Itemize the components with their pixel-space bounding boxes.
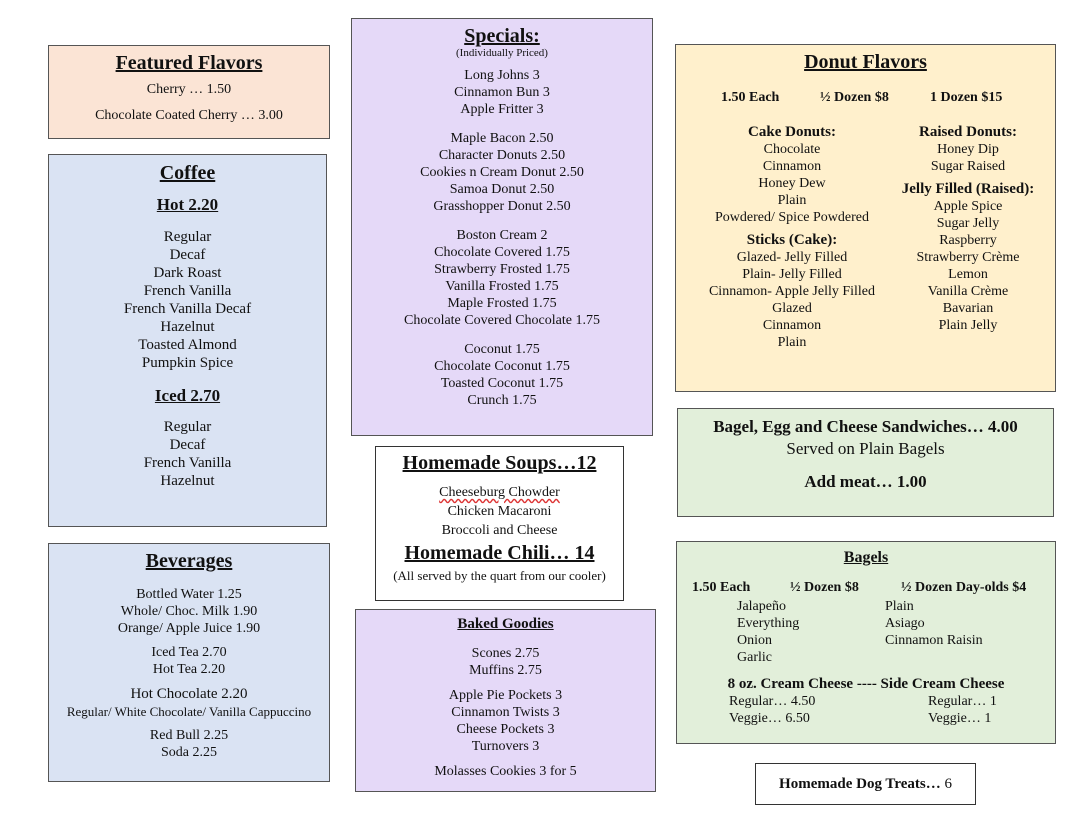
specials-panel <box>351 18 653 436</box>
list-item: Plain <box>885 599 914 614</box>
cream-cheese-left-list <box>729 693 815 727</box>
coffee-panel <box>48 154 327 527</box>
jelly-filled-title: Jelly Filled (Raised): <box>901 181 1035 197</box>
dog-treats-price: 6 <box>944 776 952 792</box>
soup-item-chowder: Cheeseburg Chowder <box>439 485 560 500</box>
list-item: Toasted Coconut 1.75 <box>440 376 564 391</box>
specials-group-1 <box>352 67 652 118</box>
cream-cheese-title: 8 oz. Cream Cheese ---- Side Cream Cheese <box>727 676 1005 692</box>
list-item: Veggie… 6.50 <box>729 711 810 726</box>
soups-note: (All served by the quart from our cooler) <box>393 568 606 583</box>
list-item: Regular <box>163 229 212 245</box>
list-item: Toasted Almond <box>138 337 237 353</box>
list-item: Cinnamon- Apple Jelly Filled <box>708 284 876 299</box>
list-item: Plain <box>777 335 807 350</box>
list-item: Orange/ Apple Juice 1.90 <box>117 621 261 636</box>
list-item: Bavarian <box>942 301 994 316</box>
list-item: Scones 2.75 <box>471 646 540 661</box>
list-item: Regular… 4.50 <box>729 694 816 709</box>
list-item: Pumpkin Spice <box>141 355 234 371</box>
bagels-title: Bagels <box>843 549 889 566</box>
list-item: Cinnamon <box>762 318 822 333</box>
list-item: Regular <box>163 419 212 435</box>
list-item: Chocolate Covered 1.75 <box>434 245 570 260</box>
sandwich-panel <box>677 408 1054 517</box>
list-item: Samoa Donut 2.50 <box>449 182 555 197</box>
list-item: Hot Tea 2.20 <box>152 662 226 677</box>
list-item: Plain <box>777 193 807 208</box>
list-item: Chocolate <box>763 142 821 157</box>
dog-treats-panel <box>755 763 976 805</box>
bagel-price-dayold: ½ Dozen Day-olds $4 <box>901 580 1027 595</box>
soups-title: Homemade Soups…12 <box>402 452 597 474</box>
sandwich-addon: Add meat… 1.00 <box>804 472 927 491</box>
specials-group-3 <box>352 227 652 329</box>
list-item: Maple Bacon 2.50 <box>450 131 554 146</box>
donut-flavors-title: Donut Flavors <box>804 51 927 73</box>
donut-price-half: ½ Dozen $8 <box>820 90 889 105</box>
donut-price-dozen: 1 Dozen $15 <box>930 90 1003 105</box>
list-item: Decaf <box>169 437 206 453</box>
list-item: Lemon <box>948 267 988 282</box>
list-item: Molasses Cookies 3 for 5 <box>434 764 577 779</box>
baked-group-1 <box>356 645 655 679</box>
list-item: Cinnamon Bun 3 <box>454 85 550 100</box>
list-item: Dark Roast <box>153 265 222 281</box>
cake-donuts-title: Cake Donuts: <box>748 124 836 140</box>
list-item: Muffins 2.75 <box>469 663 542 678</box>
list-item: Cookies n Cream Donut 2.50 <box>420 165 584 180</box>
list-item: Chicken Macaroni <box>447 504 552 519</box>
featured-item-cherry: Cherry … 1.50 <box>146 82 232 97</box>
list-item: Coconut 1.75 <box>464 342 540 357</box>
list-item: Powdered/ Spice Powdered <box>715 210 869 225</box>
list-item: Red Bull 2.25 <box>149 728 229 743</box>
specials-subtitle: (Individually Priced) <box>456 47 548 59</box>
list-item: Cheese Pockets 3 <box>456 722 555 737</box>
list-item: Apple Pie Pockets 3 <box>448 688 563 703</box>
list-item: Asiago <box>885 616 925 631</box>
specials-group-4 <box>352 341 652 409</box>
beverages-hot-chocolate: Hot Chocolate 2.20 <box>130 686 248 702</box>
list-item: Strawberry Frosted 1.75 <box>434 262 570 277</box>
coffee-iced-list <box>49 418 326 490</box>
list-item: Soda 2.25 <box>161 745 217 760</box>
beverages-title: Beverages <box>145 550 233 572</box>
list-item: Hazelnut <box>160 319 215 335</box>
donut-price-each: 1.50 Each <box>721 90 780 105</box>
list-item: Hazelnut <box>160 473 215 489</box>
list-item: French Vanilla Decaf <box>123 301 252 317</box>
list-item: Raspberry <box>939 233 997 248</box>
list-item: Plain- Jelly Filled <box>742 267 842 282</box>
baked-title: Baked Goodies <box>457 616 554 632</box>
list-item: Sugar Jelly <box>936 216 1000 231</box>
list-item: Honey Dew <box>758 176 826 191</box>
list-item: Jalapeño <box>737 599 786 614</box>
donut-left-column <box>692 123 892 351</box>
specials-group-2 <box>352 130 652 215</box>
list-item: Glazed <box>772 301 812 316</box>
list-item <box>376 483 623 502</box>
donut-flavors-panel <box>675 44 1056 392</box>
beverages-group-2 <box>49 644 329 678</box>
donut-right-column <box>888 123 1048 334</box>
list-item: Vanilla Frosted 1.75 <box>445 279 559 294</box>
list-item: French Vanilla <box>143 283 232 299</box>
list-item: Grasshopper Donut 2.50 <box>433 199 571 214</box>
list-item: Chocolate Coconut 1.75 <box>434 359 570 374</box>
beverages-group-3 <box>49 727 329 761</box>
specials-title: Specials: <box>464 25 540 47</box>
list-item: Everything <box>737 616 800 631</box>
list-item: Character Donuts 2.50 <box>438 148 566 163</box>
baked-group-3 <box>356 763 655 780</box>
raised-donuts-title: Raised Donuts: <box>919 124 1017 140</box>
list-item: Broccoli and Cheese <box>441 523 558 538</box>
bagel-right-list <box>885 598 983 649</box>
coffee-hot-list <box>49 228 326 372</box>
bagel-left-list <box>737 598 799 666</box>
sticks-title: Sticks (Cake): <box>746 232 838 248</box>
list-item: Whole/ Choc. Milk 1.90 <box>120 604 258 619</box>
list-item: Cinnamon Raisin <box>885 633 983 648</box>
list-item: Crunch 1.75 <box>467 393 537 408</box>
beverages-panel <box>48 543 330 782</box>
list-item: Veggie… 1 <box>928 711 992 726</box>
coffee-hot-title: Hot 2.20 <box>156 195 219 214</box>
list-item: Turnovers 3 <box>471 739 540 754</box>
dog-treats-label: Homemade Dog Treats… <box>779 776 941 792</box>
bagel-price-half: ½ Dozen $8 <box>790 580 859 595</box>
list-item: Regular… 1 <box>928 694 997 709</box>
list-item: Chocolate Covered Chocolate 1.75 <box>404 313 600 328</box>
list-item: Honey Dip <box>937 142 999 157</box>
list-item: Boston Cream 2 <box>456 228 548 243</box>
beverages-group-1 <box>49 586 329 637</box>
bagel-price-each: 1.50 Each <box>692 580 751 595</box>
list-item: Garlic <box>737 650 772 665</box>
list-item: Vanilla Crème <box>927 284 1009 299</box>
featured-flavors-panel <box>48 45 330 139</box>
list-item: Decaf <box>169 247 206 263</box>
list-item: Bottled Water 1.25 <box>136 587 242 602</box>
list-item: Long Johns 3 <box>464 68 540 83</box>
list-item: Cinnamon <box>762 159 822 174</box>
soups-panel <box>375 446 624 601</box>
list-item: Onion <box>737 633 772 648</box>
sandwich-title: Bagel, Egg and Cheese Sandwiches… 4.00 <box>713 417 1018 436</box>
featured-flavors-title: Featured Flavors <box>115 52 263 74</box>
soups-list <box>376 483 623 540</box>
cream-cheese-right-list <box>928 693 997 727</box>
list-item: Maple Frosted 1.75 <box>447 296 557 311</box>
list-item: French Vanilla <box>143 455 232 471</box>
list-item: Apple Fritter 3 <box>460 102 544 117</box>
list-item: Sugar Raised <box>930 159 1006 174</box>
list-item: Plain Jelly <box>938 318 998 333</box>
baked-goodies-panel <box>355 609 656 792</box>
list-item: Apple Spice <box>933 199 1003 214</box>
baked-group-2 <box>356 687 655 755</box>
bagels-panel <box>676 541 1056 744</box>
coffee-title: Coffee <box>159 162 216 184</box>
list-item: Glazed- Jelly Filled <box>736 250 848 265</box>
beverages-cappuccino: Regular/ White Chocolate/ Vanilla Cappuccino <box>66 704 312 719</box>
featured-item-chocolate-cherry: Chocolate Coated Cherry … 3.00 <box>95 108 283 123</box>
chili-title: Homemade Chili… 14 <box>404 542 595 564</box>
list-item: Strawberry Crème <box>916 250 1020 265</box>
coffee-iced-title: Iced 2.70 <box>154 386 221 405</box>
list-item: Cinnamon Twists 3 <box>451 705 560 720</box>
list-item: Iced Tea 2.70 <box>151 645 227 660</box>
sandwich-subtitle: Served on Plain Bagels <box>786 439 945 458</box>
